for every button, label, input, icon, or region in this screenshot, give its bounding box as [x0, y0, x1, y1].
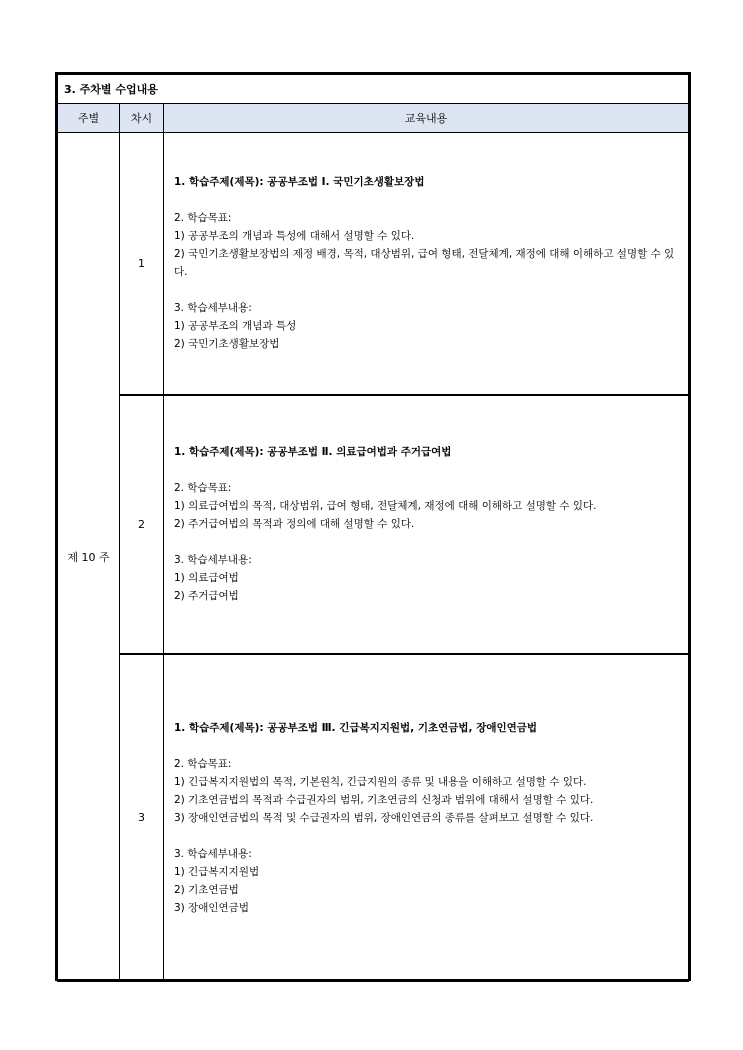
detail-item: 1) 긴급복지지원법 [174, 865, 260, 878]
goal-item: 2) 주거급여법의 목적과 정의에 대해 설명할 수 있다. [174, 518, 415, 530]
session-number: 3 [120, 654, 164, 982]
session-row-1 [58, 133, 689, 395]
session-number: 1 [120, 133, 164, 395]
header-session: 차시 [120, 104, 164, 133]
session-row-2 [58, 395, 689, 654]
goal-item: 1) 의료급여법의 목적, 대상범위, 급여 형태, 전달체계, 재정에 대해 이해하고 설명할 수 있다. [174, 500, 597, 512]
detail-item: 2) 국민기초생활보장법 [174, 338, 280, 351]
session-topic: 1. 학습주제(제목): 공공부조법 Ⅲ. 긴급복지지원법, 기초연금법, 장애인연금법 [174, 721, 538, 734]
weekly-content-table [55, 72, 691, 981]
detail-item: 1) 의료급여법 [174, 572, 239, 584]
detail-item: 2) 주거급여법 [174, 590, 239, 602]
details-label: 3. 학습세부내용: [174, 847, 252, 860]
session-content [164, 654, 689, 982]
goal-item: 2) 기초연금법의 목적과 수급권자의 범위, 기초연금의 신청과 범위에 대해서 설명할 수 있다. [174, 793, 594, 806]
goal-item: 1) 긴급복지지원법의 목적, 기본원칙, 긴급지원의 종류 및 내용을 이해하고 설명할 수 있다. [174, 775, 587, 788]
goals-label: 2. 학습목표: [174, 757, 232, 770]
goal-item: 1) 공공부조의 개념과 특성에 대해서 설명할 수 있다. [174, 230, 415, 243]
goals-label: 2. 학습목표: [174, 482, 232, 494]
header-week: 주별 [58, 104, 120, 133]
header-content: 교육내용 [164, 104, 689, 133]
section-title: 3. 주차별 수업내용 [58, 75, 689, 104]
detail-item: 1) 공공부조의 개념과 특성 [174, 320, 297, 333]
detail-item: 3) 장애인연금법 [174, 901, 249, 914]
goals-label: 2. 학습목표: [174, 212, 232, 225]
session-number: 2 [120, 395, 164, 654]
week-label: 제 10 주 [58, 133, 120, 982]
detail-item: 2) 기초연금법 [174, 883, 239, 896]
session-content [164, 133, 689, 395]
goal-item: 2) 국민기초생활보장법의 제정 배경, 목적, 대상범위, 급여 형태, 전달체계, 재정에 대해 이해하고 설명할 수 있다. [174, 248, 675, 279]
goal-item: 3) 장애인연금법의 목적 및 수급권자의 범위, 장애인연금의 종류를 살펴보고 설명할 수 있다. [174, 811, 594, 824]
session-row-3 [58, 654, 689, 982]
details-label: 3. 학습세부내용: [174, 554, 252, 566]
session-topic: 1. 학습주제(제목): 공공부조법 Ⅱ. 의료급여법과 주거급여법 [174, 446, 452, 458]
details-label: 3. 학습세부내용: [174, 302, 252, 315]
session-content [164, 395, 689, 654]
session-topic: 1. 학습주제(제목): 공공부조법 Ⅰ. 국민기초생활보장법 [174, 176, 425, 189]
